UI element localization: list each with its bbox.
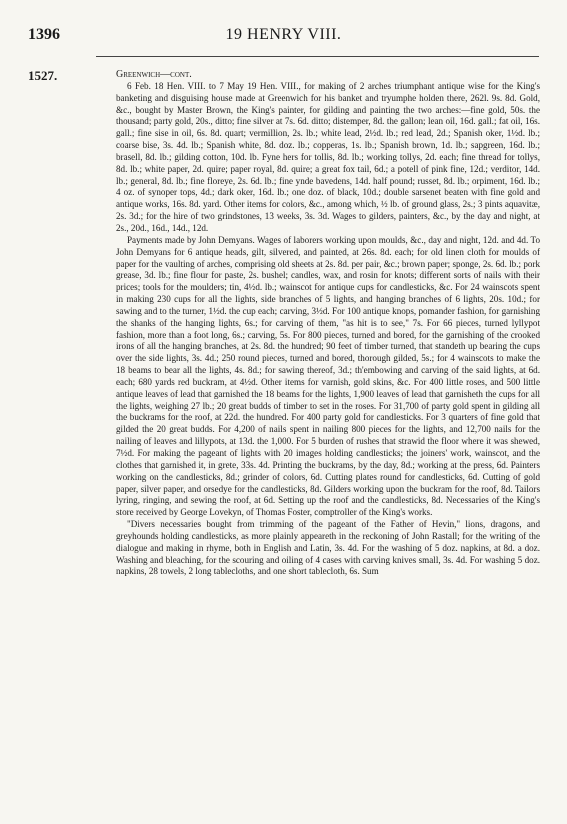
- section-heading: Greenwich—cont.: [116, 69, 192, 80]
- document-body: [116, 69, 540, 578]
- year-label: 1527.: [28, 68, 58, 83]
- header-rule: [96, 56, 539, 57]
- paragraph-1: 6 Feb. 18 Hen. VIII. to 7 May 19 Hen. VIII., for making of 2 arches triumphant antique wise for the King's banketing and disguising house made at Greenwich for his banket and tryumphe holden there, 262l. 9s. 8d. Gold, &c., bought by Master Brown, the King's painter, for gilding and painting the two arches:—fine gold, 50s. the thousand; party gold, 20s., ditto; fine silver at 7s. 6d. ditto; distemper, 8d. the gallon; lean oil, 16d. gall.; fat oil, 16s. gall.; fine sise in oil, 6s. 8d. quart; vermillion, 2s. lb.; white lead, 2½d. lb.; red lead, 2d.; Spanish oker, 1½d. lb.; coarse bise, 3s. 4d. lb.; Spanish white, 8d. doz. lb.; copperas, 1s. lb.; Spanish brown, 1d. lb.; sapgreen, 16d. lb.; brasell, 8d. lb.; gilding cotton, 10d. lb. Fyne hers for tollis, 8d. lb.; working tollys, 2d. each; fine thread for tollys, 8d. lb.; white paper, 2d. quire; paper royal, 8d. quire; a great fox tail, 6d.; a potell of pink fine, 12d.; verditor, 14d. lb.; general, 8d. lb.; fine floreye, 2s. 6d. lb.; fine ynde bavedens, 14d. half pound; russet, 8d. lb.; orpiment, 16d. lb.; 4 oz. of synoper tops, 4d.; dark oker, 16d. lb.; one doz. of black, 10d.; double sarsenet beaten with fine gold and antique works, 16s. 8d. yard. Other items for colors, &c., among which, ½ lb. of ground glass, 2s.; 3 pints aquavitæ, 2s. 3d.; for the hire of two grindstones, 13 weeks, 3s. 3d. Wages to gilders, painters, &c., by the day and night, at 2s., 20d., 16d., 14d., 12d.: [116, 80, 540, 233]
- running-title: 19 HENRY VIII.: [225, 26, 342, 43]
- watermark: [4, 80, 104, 800]
- paragraph-3: "Divers necessaries bought from trimming of the pageant of the Father of Hevin," lions, dragons, and greyhounds holding candlesticks, as more plainly appeareth in the reckoning of John Rastall; for the writing of the dialogue and making in rhyme, both in English and Latin, 3s. 4d. For the washing of 5 doz. napkins, at 8d. a doz. Washing and bleaching, for the scouring and oiling of 4 cases with carving knives small, 3s. 4d. For washing 5 doz. napkins, 28 towels, 2 long tablecloths, and one short tablecloth, 6s. Sum: [116, 519, 540, 577]
- page-number: 1396: [28, 26, 60, 43]
- paragraph-2: Payments made by John Demyans. Wages of laborers working upon moulds, &c., day and night, 12d. and 4d. To John Demyans for 6 antique heads, gilt, silvered, and painted, at 26s. 8d. each; for old linen cloth for moulds of paper for the vaulting of arches, comprising old sheets at 2s. 8d. per pair, &c.; brown paper; sponge, 2s. 6d. lb.; pork grease, 3d. lb.; fine flour for paste, 2s. bushel; candles, wax, and rosin for knots; different sorts of nails with their prices; tools for the moulders; tin, 4½d. lb.; wainscot for antique cups for candlesticks, &c. For 24 wainscots spent in making 230 cups for all the lights, side branches of 5 lights, and hanging branches of 6 lights, 20s. 10d.; for sawing and to the turner, 1½d. the cup each; carving, 3½d. For 100 antique knops, pomander fashion, for garnishing the shanks of the hanging lights, 6s.; for carving of them, "as hit is to see," 7s. For 66 pieces, turned lyllypot fashion, more than a foot long, 6s.; carving, 5s. For 800 pieces, turned and bored, for the garnishing of the crooked irons of all the hanging branches, at 2s. 8d. the hundred; 90 feet of timber turned, that standeth up bearing the cups over the side lights, 3s. 4d.; 250 round pieces, turned and bored, thorough gilded, 5s.; for 4 wainscots to make the 18 beams to bear all the lights, 4s. 8d.; for sawing thereof, 3d.; th'embowing and carving of the said lights, at 6d. each; 680 yards red buckram, at 4½d. Other items for varnish, gold skins, &c. For 400 little roses, and 500 little antique leaves of lead that garnished the 18 beams for the lights, 1,900 leaves of lead that garnisheth the cups for all the lights, weighing 27 lb.; 20 great budds of timber to set in the roses. For 31,700 of party gold spent in gilding all the buckrams for the roof, at 22d. the hundred. For 400 party gold for candlesticks. For 3 quarters of fine gold that gilded the 20 great budds. For 4,200 of nails spent in nailing 800 pieces for the lights, and 12,700 nails for the nailing of leaves and lillypots, at 13d. the 1,000. For 5 burden of rushes that strawid the floor where it was shewed, 7½d. For making the pageant of lights with 20 images holding candlesticks; the joiners' work, wainscot, and the clothes that garnished it, in grete, 33s. 4d. Printing the buckrams, by the day, 8d.; working at the press, 6d. Painters working on the candlesticks, 8d.; grinder of colors, 6d. Cutting plates round for candlesticks, 6d. Cutting of gold paper, silver paper, and orsedye for the candlesticks, 8d. Gilders working upon the buckram for the roof, 8d. Tailors lyring, ringing, and sewing the roof, at 6d. Setting up the roof and the candlesticks, 8d. Necessaries of the King's store received by George Lovekyn, of Thomas Foster, comptroller of the King's works.: [116, 234, 540, 518]
- page-header: [28, 26, 539, 48]
